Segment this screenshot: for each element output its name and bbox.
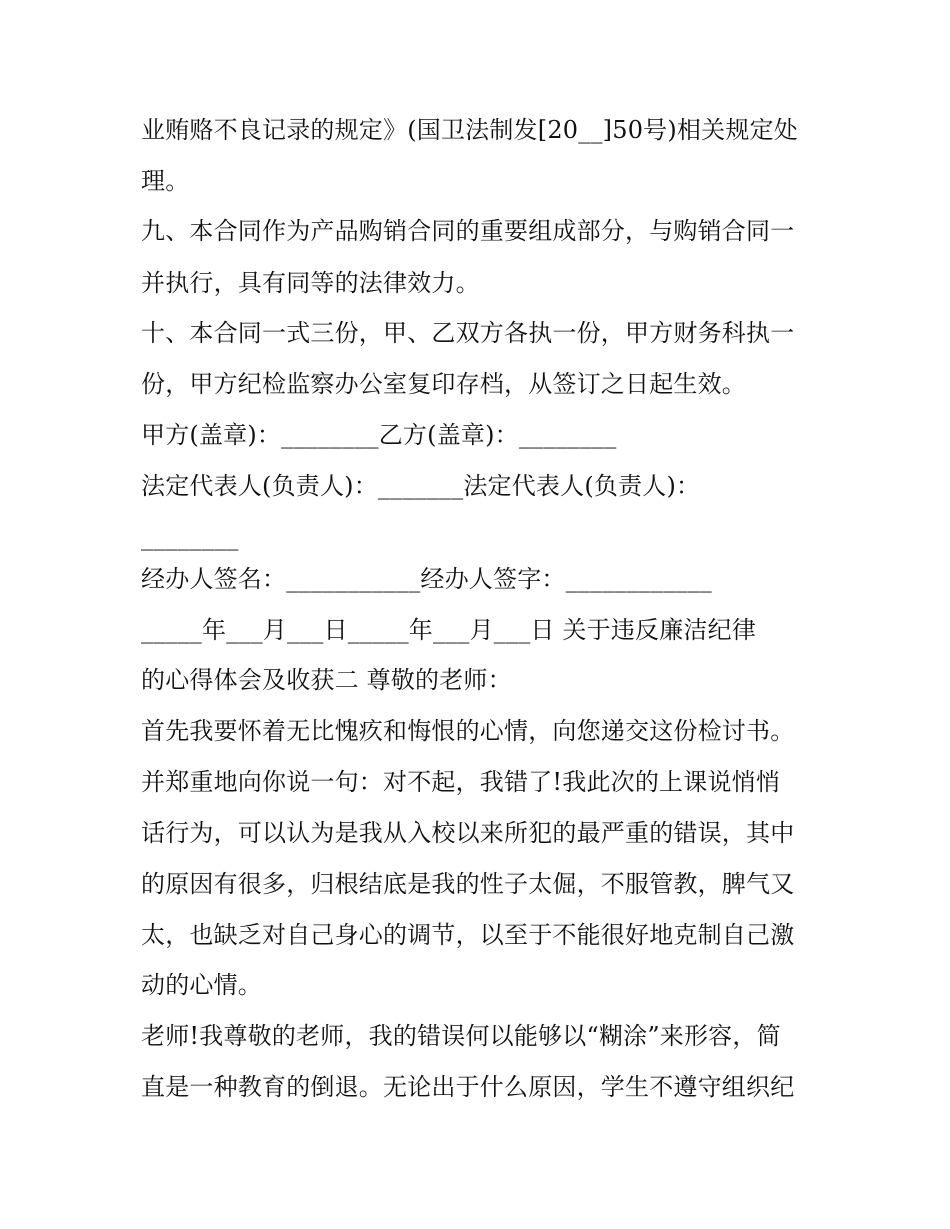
- text-line: 业贿赂不良记录的规定》(国卫法制发[20__]50号)相关规定处: [141, 116, 798, 144]
- text-line: 并郑重地向你说一句：对不起，我错了!我此次的上课说悄悄: [141, 768, 781, 796]
- text-line: 十、本合同一式三份，甲、乙双方各执一份，甲方财务科执一: [141, 319, 795, 347]
- text-line: 首先我要怀着无比愧疚和悔恨的心情，向您递交这份检讨书。: [141, 717, 795, 745]
- text-line: 份，甲方纪检监察办公室复印存档，从签订之日起生效。: [141, 370, 746, 398]
- signature-line-party-seal: 甲方(盖章)：________乙方(盖章)：________: [141, 421, 617, 449]
- text-line: 理。: [141, 167, 190, 195]
- signature-line-legal-rep: 法定代表人(负责人)：_______法定代表人(负责人)：: [141, 472, 701, 500]
- signature-blank: ________: [141, 523, 239, 551]
- text-line: 太，也缺乏对自己身心的调节，以至于不能很好地克制自己激: [141, 921, 795, 949]
- text-line: 直是一种教育的倒退。无论出于什么原因，学生不遵守组织纪: [141, 1073, 795, 1101]
- text-line: 老师!我尊敬的老师，我的错误何以能够以“糊涂”来形容，简: [141, 1022, 781, 1050]
- text-line: 动的心情。: [141, 971, 262, 999]
- date-line: _____年___月___日_____年___月___日 关于违反廉洁纪律: [141, 616, 757, 644]
- text-line: 的心得体会及收获二 尊敬的老师：: [141, 666, 512, 694]
- signature-line-handler: 经办人签名：___________经办人签字：____________: [141, 565, 712, 593]
- text-line: 九、本合同作为产品购销合同的重要组成部分，与购销合同一: [141, 217, 795, 245]
- text-line: 话行为，可以认为是我从入校以来所犯的最严重的错误，其中: [141, 819, 795, 847]
- text-line: 并执行，具有同等的法律效力。: [141, 269, 480, 297]
- text-line: 的原因有很多，归根结底是我的性子太倔，不服管教，脾气又: [141, 870, 795, 898]
